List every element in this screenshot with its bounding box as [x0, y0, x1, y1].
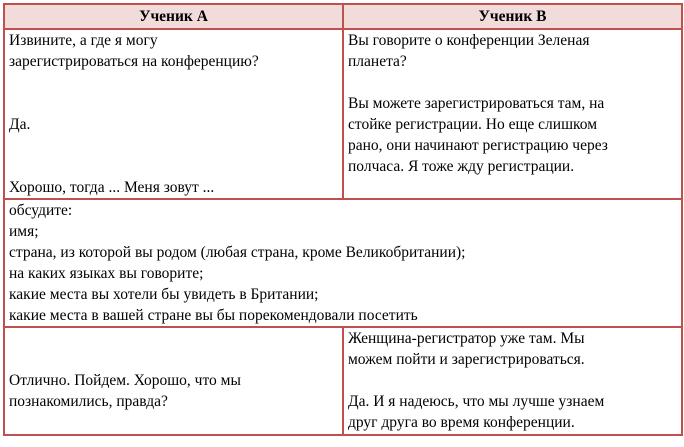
student-a-line: зарегистрироваться на конференцию? — [9, 53, 259, 70]
student-b-line: друг друга во время конференции. — [348, 414, 575, 431]
student-b-line: планета? — [348, 53, 407, 70]
dialogue-row-1 — [4, 29, 682, 199]
student-b-line: Вы говорите о конференции Зеленая — [348, 32, 590, 49]
student-a-line: Отлично. Пойдем. Хорошо, что мы — [9, 372, 241, 389]
student-b-line: Да. И я надеюсь, что мы лучше узнаем — [348, 393, 605, 410]
student-b-line: стойке регистрации. Но еще слишком — [348, 116, 598, 133]
discussion-cell — [4, 199, 682, 327]
student-a-cell-1 — [4, 29, 343, 199]
discussion-line: обсудите: — [9, 202, 73, 219]
spacer — [348, 72, 677, 93]
student-b-cell-3 — [343, 327, 682, 435]
header-student-a: Ученик А — [4, 4, 343, 29]
student-b-line: рано, они начинают регистрацию через — [348, 137, 608, 154]
student-a-line: Хорошо, тогда ... Меня зовут ... — [9, 179, 215, 196]
student-b-line: можем пойти и зарегистрироваться. — [348, 351, 585, 368]
discussion-line: страна, из которой вы родом (любая страна, кроме Великобритании); — [9, 244, 466, 261]
spacer — [348, 370, 677, 391]
student-b-cell-1 — [343, 29, 682, 199]
discussion-line: на каких языках вы говорите; — [9, 265, 204, 282]
student-a-line: познакомились, правда? — [9, 393, 168, 410]
header-student-b: Ученик В — [343, 4, 682, 29]
student-a-line: Извините, а где я могу — [9, 32, 158, 49]
student-b-line: полчаса. Я тоже жду регистрации. — [348, 158, 575, 175]
discussion-row — [4, 199, 682, 327]
student-b-line: Женщина-регистратор уже там. Мы — [348, 330, 585, 347]
discussion-line: имя; — [9, 223, 39, 240]
header-row — [4, 4, 682, 29]
discussion-line: какие места вы хотели бы увидеть в Британии; — [9, 286, 319, 303]
student-a-cell-3 — [4, 327, 343, 435]
dialogue-row-3 — [4, 327, 682, 435]
student-a-line: Да. — [9, 116, 31, 133]
dialogue-table — [3, 3, 683, 436]
discussion-line: какие места в вашей стране вы бы порекомендовали посетить — [9, 307, 418, 324]
student-b-line: Вы можете зарегистрироваться там, на — [348, 95, 605, 112]
